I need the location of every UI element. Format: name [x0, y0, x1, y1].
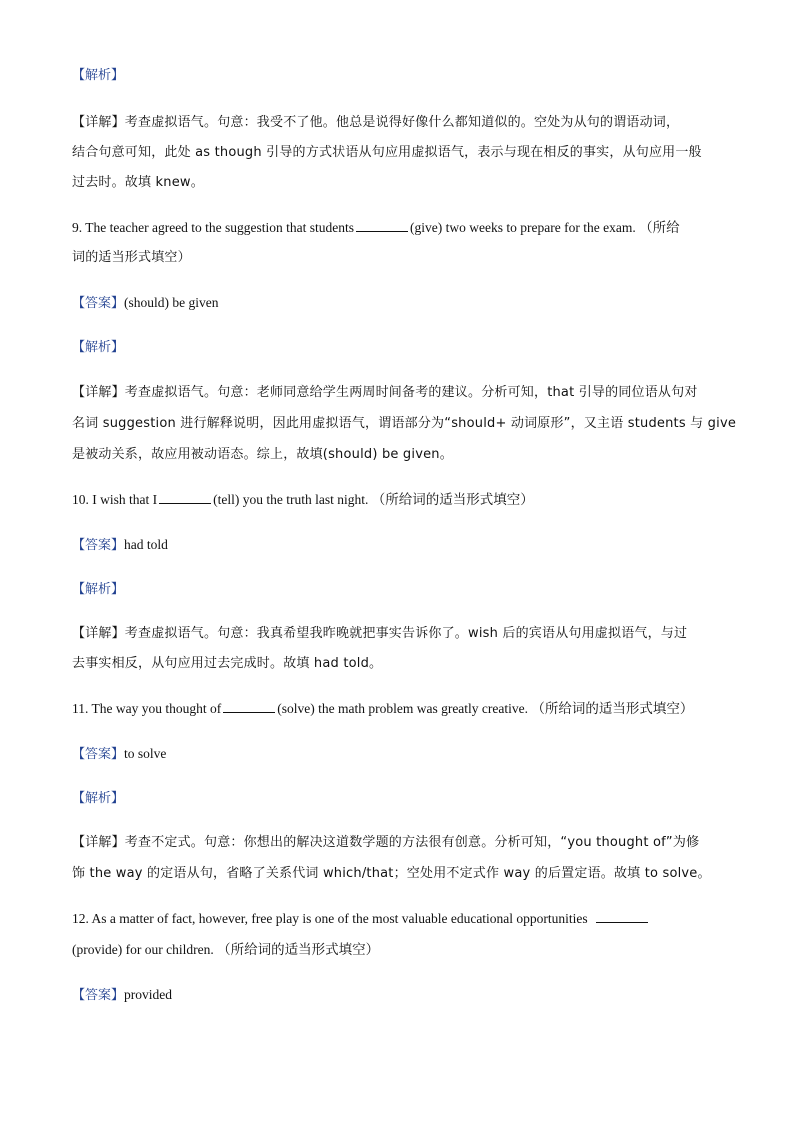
- answer-tag: 【答案】: [72, 296, 125, 311]
- answer-line: [72, 744, 166, 765]
- detail-line: 【详解】考查虚拟语气。句意：我受不了他。他总是说得好像什么都知道似的。空处为从句的谓语动词，: [72, 115, 680, 130]
- analysis-heading: 【解析】: [72, 791, 125, 806]
- analysis-heading: 【解析】: [72, 582, 125, 597]
- question-instruction: 词的适当形式填空）: [72, 250, 191, 265]
- question-12: [72, 909, 650, 929]
- analysis-heading: 【解析】: [72, 340, 125, 355]
- detail-line: 【详解】考查虚拟语气。句意：我真希望我昨晚就把事实告诉你了。wish 后的宾语从句用虚拟语气，与过: [72, 626, 688, 641]
- answer-blank: [596, 910, 648, 923]
- answer-tag: 【答案】: [72, 988, 125, 1003]
- answer-text: (should) be given: [124, 295, 219, 310]
- question-12-cont: (provide) for our children. （所给词的适当形式填空）: [72, 942, 380, 957]
- answer-text: provided: [124, 987, 173, 1002]
- detail-line: 【详解】考查不定式。句意：你想出的解决这道数学题的方法很有创意。分析可知，“you thought of”为修: [72, 835, 700, 850]
- answer-tag: 【答案】: [72, 538, 125, 553]
- question-text: (solve) the math problem was greatly creative. （所给词的适当形式填空）: [277, 701, 694, 716]
- answer-line: [72, 293, 219, 314]
- answer-text: had told: [124, 537, 168, 552]
- question-text: (give) two weeks to prepare for the exam. （所给: [410, 220, 680, 235]
- answer-blank: [356, 219, 408, 232]
- answer-blank: [159, 491, 211, 504]
- answer-text: to solve: [124, 746, 167, 761]
- analysis-heading: 【解析】: [72, 68, 125, 83]
- question-9: [72, 218, 680, 238]
- detail-line: 【详解】考查虚拟语气。句意：老师同意给学生两周时间备考的建议。分析可知，that 引导的同位语从句对: [72, 385, 698, 400]
- detail-line: 去事实相反，从句应用过去完成时。故填 had told。: [72, 656, 383, 671]
- answer-tag: 【答案】: [72, 747, 125, 762]
- question-10: [72, 490, 534, 510]
- question-text: 10. I wish that I: [72, 492, 158, 507]
- answer-line: [72, 535, 168, 556]
- detail-line: 是被动关系，故应用被动语态。综上，故填(should) be given。: [72, 447, 453, 462]
- question-text: 12. As a matter of fact, however, free play is one of the most valuable educational opportunities: [72, 911, 588, 926]
- answer-blank: [223, 700, 275, 713]
- detail-line: 结合句意可知，此处 as though 引导的方式状语从句应用虚拟语气，表示与现在相反的事实，从句应用一般: [72, 145, 702, 160]
- question-text: (tell) you the truth last night. （所给词的适当形式填空）: [213, 492, 534, 507]
- question-11: [72, 699, 693, 719]
- detail-line: 名词 suggestion 进行解释说明，因此用虚拟语气，谓语部分为“should+ 动词原形”，又主语 students 与 give: [72, 416, 737, 431]
- detail-line: 过去时。故填 knew。: [72, 175, 204, 190]
- question-text: 11. The way you thought of: [72, 701, 222, 716]
- question-text: 9. The teacher agreed to the suggestion that students: [72, 220, 355, 235]
- detail-line: 饰 the way 的定语从句，省略了关系代词 which/that；空处用不定式作 way 的后置定语。故填 to solve。: [72, 866, 711, 881]
- answer-line: [72, 985, 172, 1006]
